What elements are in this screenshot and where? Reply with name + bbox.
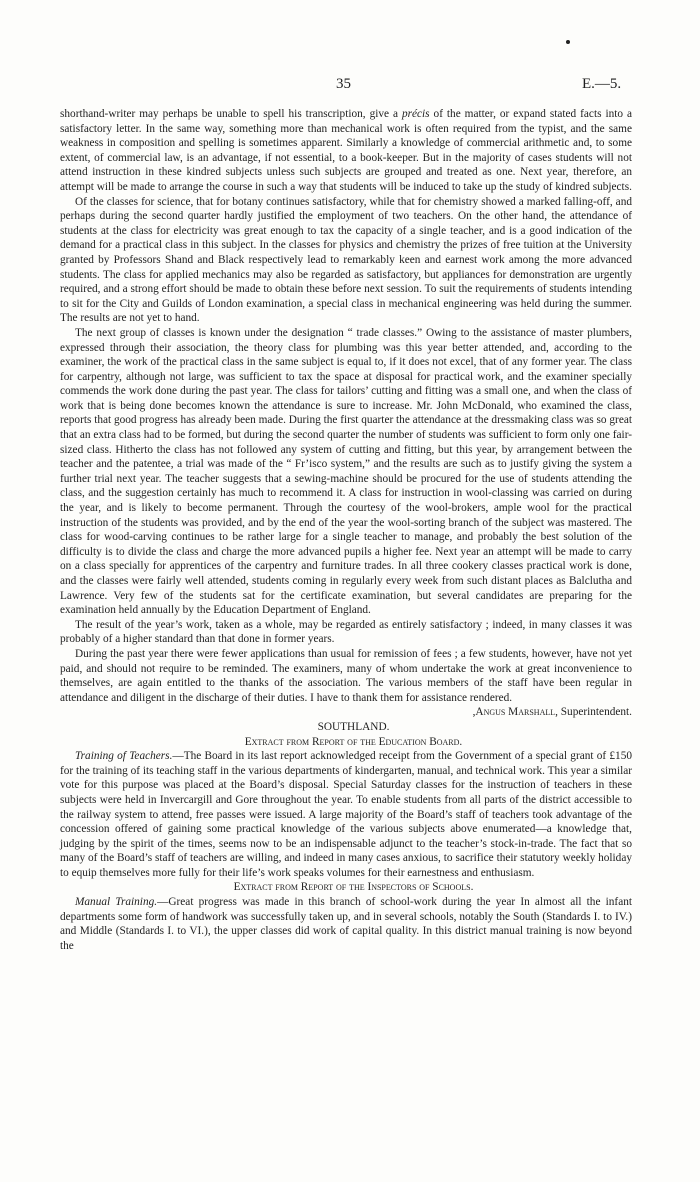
page-number: 35 (336, 76, 351, 92)
signature-line (60, 705, 632, 720)
body-text (60, 107, 632, 953)
paragraph-text: —Great progress was made in this branch of school-work during the year In almost all the infant departments some form of handwork was successfully taken up, and in several schools, notably the South (Standards I. to IV.) and Middle (Standards I. to VI.), the upper classes did work of capital quality. In this district manual training is now beyond the (60, 896, 632, 952)
subheading-inspectors: Extract from Report of the Inspectors of Schools. (233, 881, 474, 894)
subheading-education-board: Extract from Report of the Education Board. (244, 735, 463, 748)
ink-speck (566, 40, 570, 44)
paragraph-result: The result of the year’s work, taken as a whole, may be regarded as entirely satisfactory ; indeed, in many classes it was probably of a higher standard than that done in former years. (60, 618, 632, 646)
paragraph-text: shorthand-writer may perhaps be unable to spell his transcription, give a (60, 108, 402, 120)
signatory-title: , Superintendent. (555, 706, 632, 719)
paragraph-manual-training (60, 895, 632, 953)
run-in-heading: Training of Teachers. (75, 750, 173, 763)
stray-mark: , (472, 706, 476, 719)
paragraph-fees: During the past year there were fewer applications than usual for remission of fees ; a few students, however, have not yet paid, and should not require to be reminded. The examiners, many of whom undertake the work at great inconvenience to themselves, are again entitled to the thanks of the association. The various members of the staff have been regular in attendance and diligent in the discharge of their duties. I have to thank them for assistance rendered. (60, 647, 632, 704)
paragraph-training (60, 749, 632, 880)
run-in-heading: Manual Training. (75, 896, 158, 909)
signatory-name: Angus Marshall (475, 706, 556, 719)
italic-term: précis (401, 108, 430, 120)
paragraph-commercial (60, 107, 632, 195)
paragraph-text: —The Board in its last report acknowledged receipt from the Government of a special grant of £150 for the training of its teaching staff in the various departments of kindergarten, manual, and technical work. This year a similar vote for this purpose was placed at the Board’s disposal. Special Saturday classes for the instruction of teachers in these subjects were held in Invercargill and Gore throughout the year. To enable students from all parts of the district accessible to the railway system to attend, free passes were issued. A large majority of the Board’s staff of teachers took advantage of the concession offered of gaining some practical knowledge of the various subjects above enumerated—a knowledge that, judging by the spirit of the times, seems now to be an indispensable adjunct to the teacher’s stock-in-trade. The fact that so many of the Board’s staff of teachers are willing, and indeed in many cases anxious, to sacrifice their statutory weekly holiday to equip themselves more fully for their life’s work speaks volumes for their earnestness and enthusiasm. (60, 750, 632, 879)
document-reference: E.—5. (582, 76, 622, 92)
paragraph-science: Of the classes for science, that for botany continues satisfactory, while that for chemistry showed a marked falling-off, and perhaps during the second quarter hardly justified the employment of two teachers. On the other hand, the attendance of students at the class for electricity was great enough to tax the capacity of a single teacher, and is a good indication of the demand for a practical class in this subject. In the classes for physics and chemistry the prizes of free tuition at the University granted by Professors Shand and Black respectively lead to remarkably keen and earnest work among the more advanced students. The class for applied mechanics may also be regarded as satisfactory, but appliances for demonstration are urgently required, and a strong effort should be made to obtain these before next session. To suit the requirements of students intending to sit for the City and Guilds of London examination, a special class in mechanical engineering was held during the summer. The results are not yet to hand. (60, 195, 632, 325)
section-heading-southland: SOUTHLAND. (317, 720, 390, 733)
paragraph-trade-classes: The next group of classes is known under the designation “ trade classes.” Owing to the assistance of master plumbers, expressed through their association, the theory class for plumbing was this year better attended, and, according to the examiner, the work of the practical class in the same subject is equal to, if it does not excel, that of any former year. The class for carpentry, although not large, was sufficient to tax the space at disposal for practical work, and the examiner specially commends the work done during the past year. The class for tailors’ cutting and fitting was a small one, and when the class of work that is being done becomes known the attendance is sure to increase. Mr. John McDonald, who examined the class, reports that good progress has already been made. During the first quarter the attendance at the dressmaking class was so great that an extra class had to be formed, but during the second quarter the number of students was sufficient to form only one fair-sized class. Hitherto the class has not followed any system of cutting and fitting, but this year, by arrangement between the teacher and the patentee, a trial was made of the “ Fr’isco system,” and the results are such as to justify giving the system a further trial next year. The teacher suggests that a sewing-machine should be procured for the use of students attending the class, and the suggestion certainly has much to recommend it. A class for instruction in wool-classing was carried on during the year, and is likely to become permanent. Through the courtesy of the wool-brokers, ample wool for the practical instruction of the students was provided, and by the end of the year the wool-sorting branch of the subject was mastered. The class for wood-carving continues to be rather large for a single teacher to manage, and probably the best solution of the difficulty is to divide the class and charge the more advanced pupils a higher fee. Next year an attempt will be made to carry on a class specially for apprentices of the carpentry and furniture trades. In all three cookery classes practical work is done, and the classes were fairly well attended, students coming in regularly every week from such distant places as Balclutha and Lawrence. Very few of the students sat for the certificate examination, but several candidates are preparing for the examination held annually by the Education Department of England. (60, 326, 632, 617)
paragraph-text: of the matter, or expand stated facts into a satisfactory letter. In the same way, something more than mechanical work is often required from the typist, and the same weakness in composition and spelling is sometimes apparent. Similarly a knowledge of commercial arithmetic and, to some extent, of commercial law, is an advantage, if not essential, to a book-keeper. But in the majority of cases students will not attend instruction in these kindred subjects unless such subjects are grouped and treated as one. Next year, therefore, an attempt will be made to arrange the course in such a way that students will be induced to take up the study of kindred subjects. (60, 108, 633, 193)
